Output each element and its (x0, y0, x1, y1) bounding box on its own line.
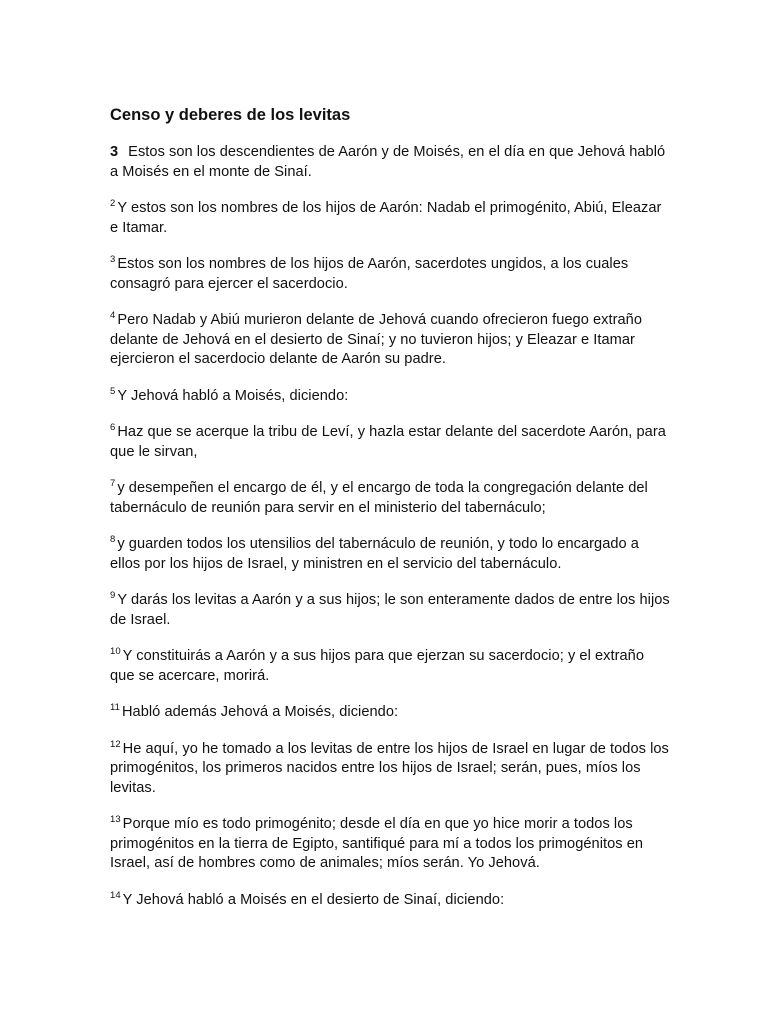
verse-2 (110, 199, 670, 238)
verse-number: 6 (110, 422, 116, 434)
verse-1 (110, 143, 670, 182)
verse-3 (110, 255, 670, 294)
verse-text: Pero Nadab y Abiú murieron delante de Jehová cuando ofrecieron fuego extraño delante de Jehová en el desierto de Sinaí; y no tuvieron hijos; y Eleazar e Itamar ejercieron el sacerdocio delante de Aarón su padre. (110, 312, 642, 367)
verse-7 (110, 479, 670, 518)
verse-8 (110, 535, 670, 574)
verse-text: Y estos son los nombres de los hijos de Aarón: Nadab el primogénito, Abiú, Eleazar e Itamar. (110, 200, 662, 236)
verse-text: Habló además Jehová a Moisés, diciendo: (121, 704, 399, 720)
verse-14 (110, 891, 670, 911)
verse-11 (110, 703, 670, 723)
verse-number: 14 (110, 889, 121, 901)
verse-text: y guarden todos los utensilios del tabernáculo de reunión, y todo lo encargado a ellos por los hijos de Israel, y ministren en el servicio del tabernáculo. (110, 536, 639, 572)
verse-number: 9 (110, 590, 116, 602)
verse-12 (110, 740, 670, 799)
verse-text: He aquí, yo he tomado a los levitas de entre los hijos de Israel en lugar de todos los primogénitos, los primeros nacidos entre los hijos de Israel; serán, pues, míos los levitas. (110, 740, 669, 796)
verse-text: Estos son los nombres de los hijos de Aarón, sacerdotes ungidos, a los cuales consagró para ejercer el sacerdocio. (110, 256, 629, 292)
verse-text: Y darás los levitas a Aarón y a sus hijos; le son enteramente dados de entre los hijos de Israel. (110, 592, 670, 628)
verse-text: Y Jehová habló a Moisés en el desierto de Sinaí, diciendo: (122, 891, 505, 908)
verse-13 (110, 815, 670, 874)
section-heading: Censo y deberes de los levitas (110, 106, 351, 124)
verse-text: Y Jehová habló a Moisés, diciendo: (117, 387, 349, 404)
verse-number: 12 (110, 738, 121, 750)
verse-9 (110, 591, 670, 630)
verse-4 (110, 311, 670, 370)
document-page (110, 104, 670, 927)
verse-text: Estos son los descendientes de Aarón y de Moisés, en el día en que Jehová habló a Moisés en el monte de Sinaí. (110, 144, 666, 180)
verse-text: Y constituirás a Aarón y a sus hijos para que ejerzan su sacerdocio; y el extraño que se acercare, morirá. (110, 648, 645, 684)
verse-number: 13 (110, 814, 121, 826)
verse-text: Porque mío es todo primogénito; desde el día en que yo hice morir a todos los primogénitos en la tierra de Egipto, santifiqué para mí a todos los primogénitos en Israel, así de hombres como de animales; míos serán. Yo Jehová. (110, 816, 644, 871)
verse-10 (110, 647, 670, 686)
verse-number: 11 (110, 702, 120, 714)
verse-text: y desempeñen el encargo de él, y el encargo de toda la congregación delante del tabernáculo de reunión para servir en el ministerio del tabernáculo; (110, 480, 648, 516)
verse-6 (110, 423, 670, 462)
verse-5 (110, 387, 670, 407)
verse-number: 4 (110, 310, 116, 322)
verse-number: 7 (110, 478, 116, 490)
verse-number: 5 (110, 385, 116, 397)
verse-number: 10 (110, 646, 121, 658)
chapter-number: 3 (110, 144, 119, 160)
verse-number: 8 (110, 534, 116, 546)
verse-number: 2 (110, 198, 116, 210)
verse-text: Haz que se acerque la tribu de Leví, y hazla estar delante del sacerdote Aarón, para que le sirvan, (110, 424, 666, 460)
verse-number: 3 (110, 254, 116, 266)
